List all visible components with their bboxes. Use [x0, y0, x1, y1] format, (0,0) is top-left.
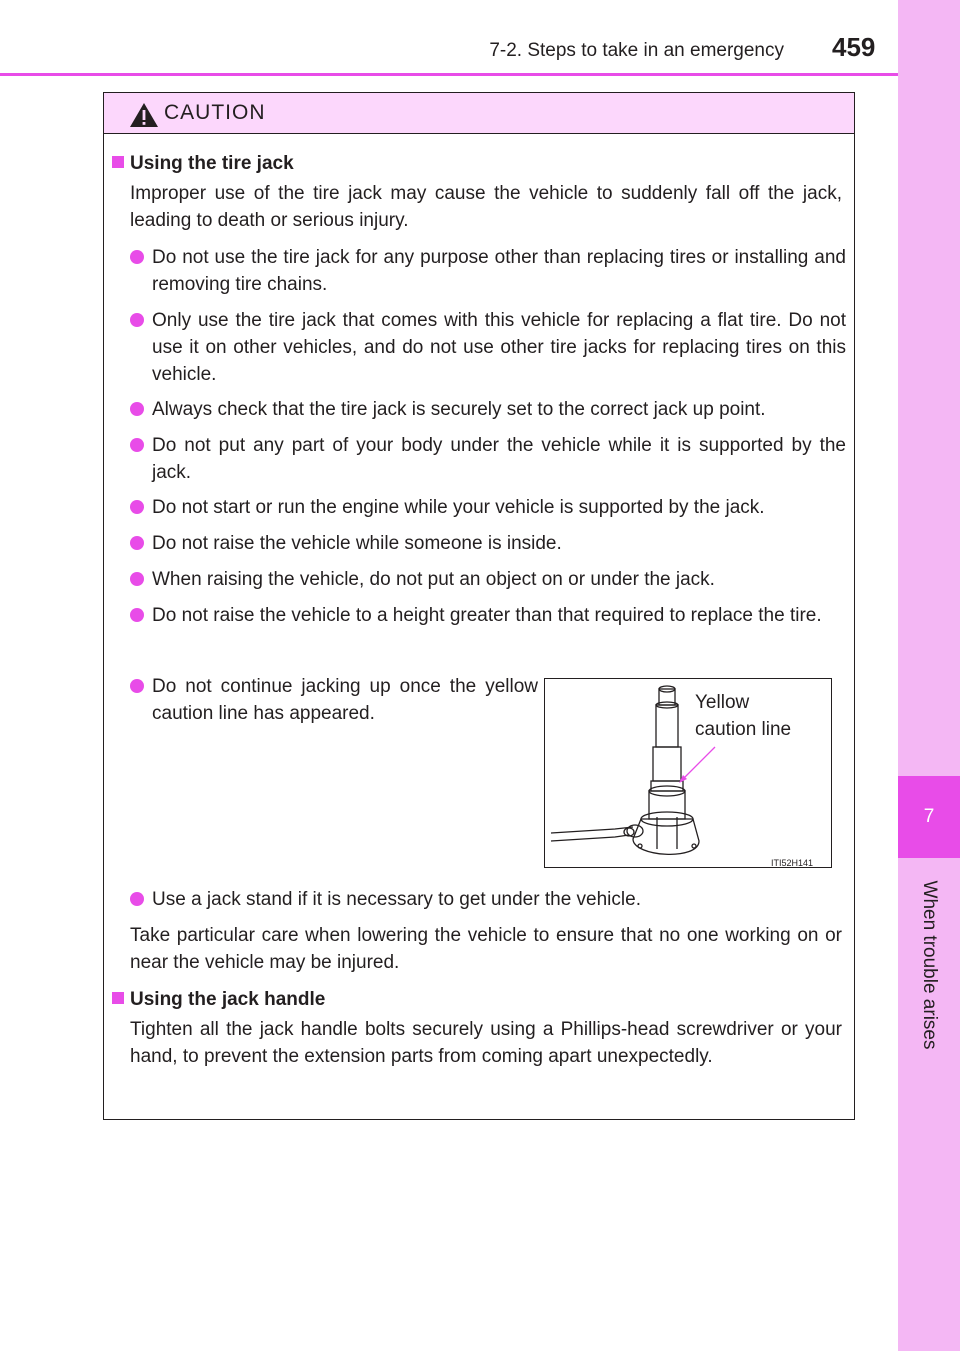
caution-label: CAUTION — [164, 101, 266, 124]
list-item: Use a jack stand if it is necessary to get under the vehicle. — [130, 886, 846, 913]
circle-bullet-icon — [130, 608, 144, 622]
section-title: 7-2. Steps to take in an emergency — [489, 40, 784, 61]
list-item: Do not raise the vehicle while someone is inside. — [130, 530, 846, 557]
circle-bullet-icon — [130, 679, 144, 693]
paragraph: Improper use of the tire jack may cause the vehicle to suddenly fall off the jack, leading to death or serious injury. — [130, 183, 842, 231]
list-item: Do not raise the vehicle to a height greater than that required to replace the tire. — [130, 602, 846, 629]
list-item: Do not put any part of your body under the vehicle while it is supported by the jack. — [130, 432, 846, 486]
paragraph: Tighten all the jack handle bolts securely using a Phillips-head screwdriver or your hand, to prevent the extension parts from coming apart unexpectedly. — [130, 1019, 842, 1067]
caution-header — [104, 93, 854, 134]
square-bullet-icon — [112, 992, 124, 1004]
figure-code: ITI52H141 — [771, 858, 814, 868]
circle-bullet-icon — [130, 536, 144, 550]
circle-bullet-icon — [130, 438, 144, 452]
list-item: Do not continue jacking up once the yellow caution line has appeared. — [130, 673, 538, 727]
circle-bullet-icon — [130, 313, 144, 327]
page-number: 459 — [832, 32, 876, 62]
jack-figure — [544, 678, 832, 868]
caution-box — [103, 92, 855, 1120]
paragraph: Take particular care when lowering the vehicle to ensure that no one working on or near the vehicle may be injured. — [130, 925, 842, 973]
section-heading: Using the tire jack — [112, 150, 294, 177]
side-chapter-tab — [898, 0, 960, 1351]
circle-bullet-icon — [130, 892, 144, 906]
section-heading: Using the jack handle — [112, 986, 325, 1013]
chapter-number-tab: 7 — [898, 776, 960, 858]
list-item: Do not start or run the engine while your vehicle is supported by the jack. — [130, 494, 846, 521]
figure-label: Yellow caution line — [695, 692, 792, 740]
list-item: When raising the vehicle, do not put an object on or under the jack. — [130, 566, 846, 593]
circle-bullet-icon — [130, 572, 144, 586]
list-item: Always check that the tire jack is securely set to the correct jack up point. — [130, 396, 846, 423]
circle-bullet-icon — [130, 500, 144, 514]
square-bullet-icon — [112, 156, 124, 168]
chapter-title: When trouble arises — [919, 880, 940, 1050]
circle-bullet-icon — [130, 250, 144, 264]
header-rule — [0, 73, 898, 76]
circle-bullet-icon — [130, 402, 144, 416]
list-item: Only use the tire jack that comes with this vehicle for replacing a flat tire. Do not use it on other vehicles, and do not use other tire jacks for replacing tires on this vehicle. — [130, 307, 846, 388]
list-item: Do not use the tire jack for any purpose other than replacing tires or installing and removing tire chains. — [130, 244, 846, 298]
warning-icon — [128, 101, 160, 129]
